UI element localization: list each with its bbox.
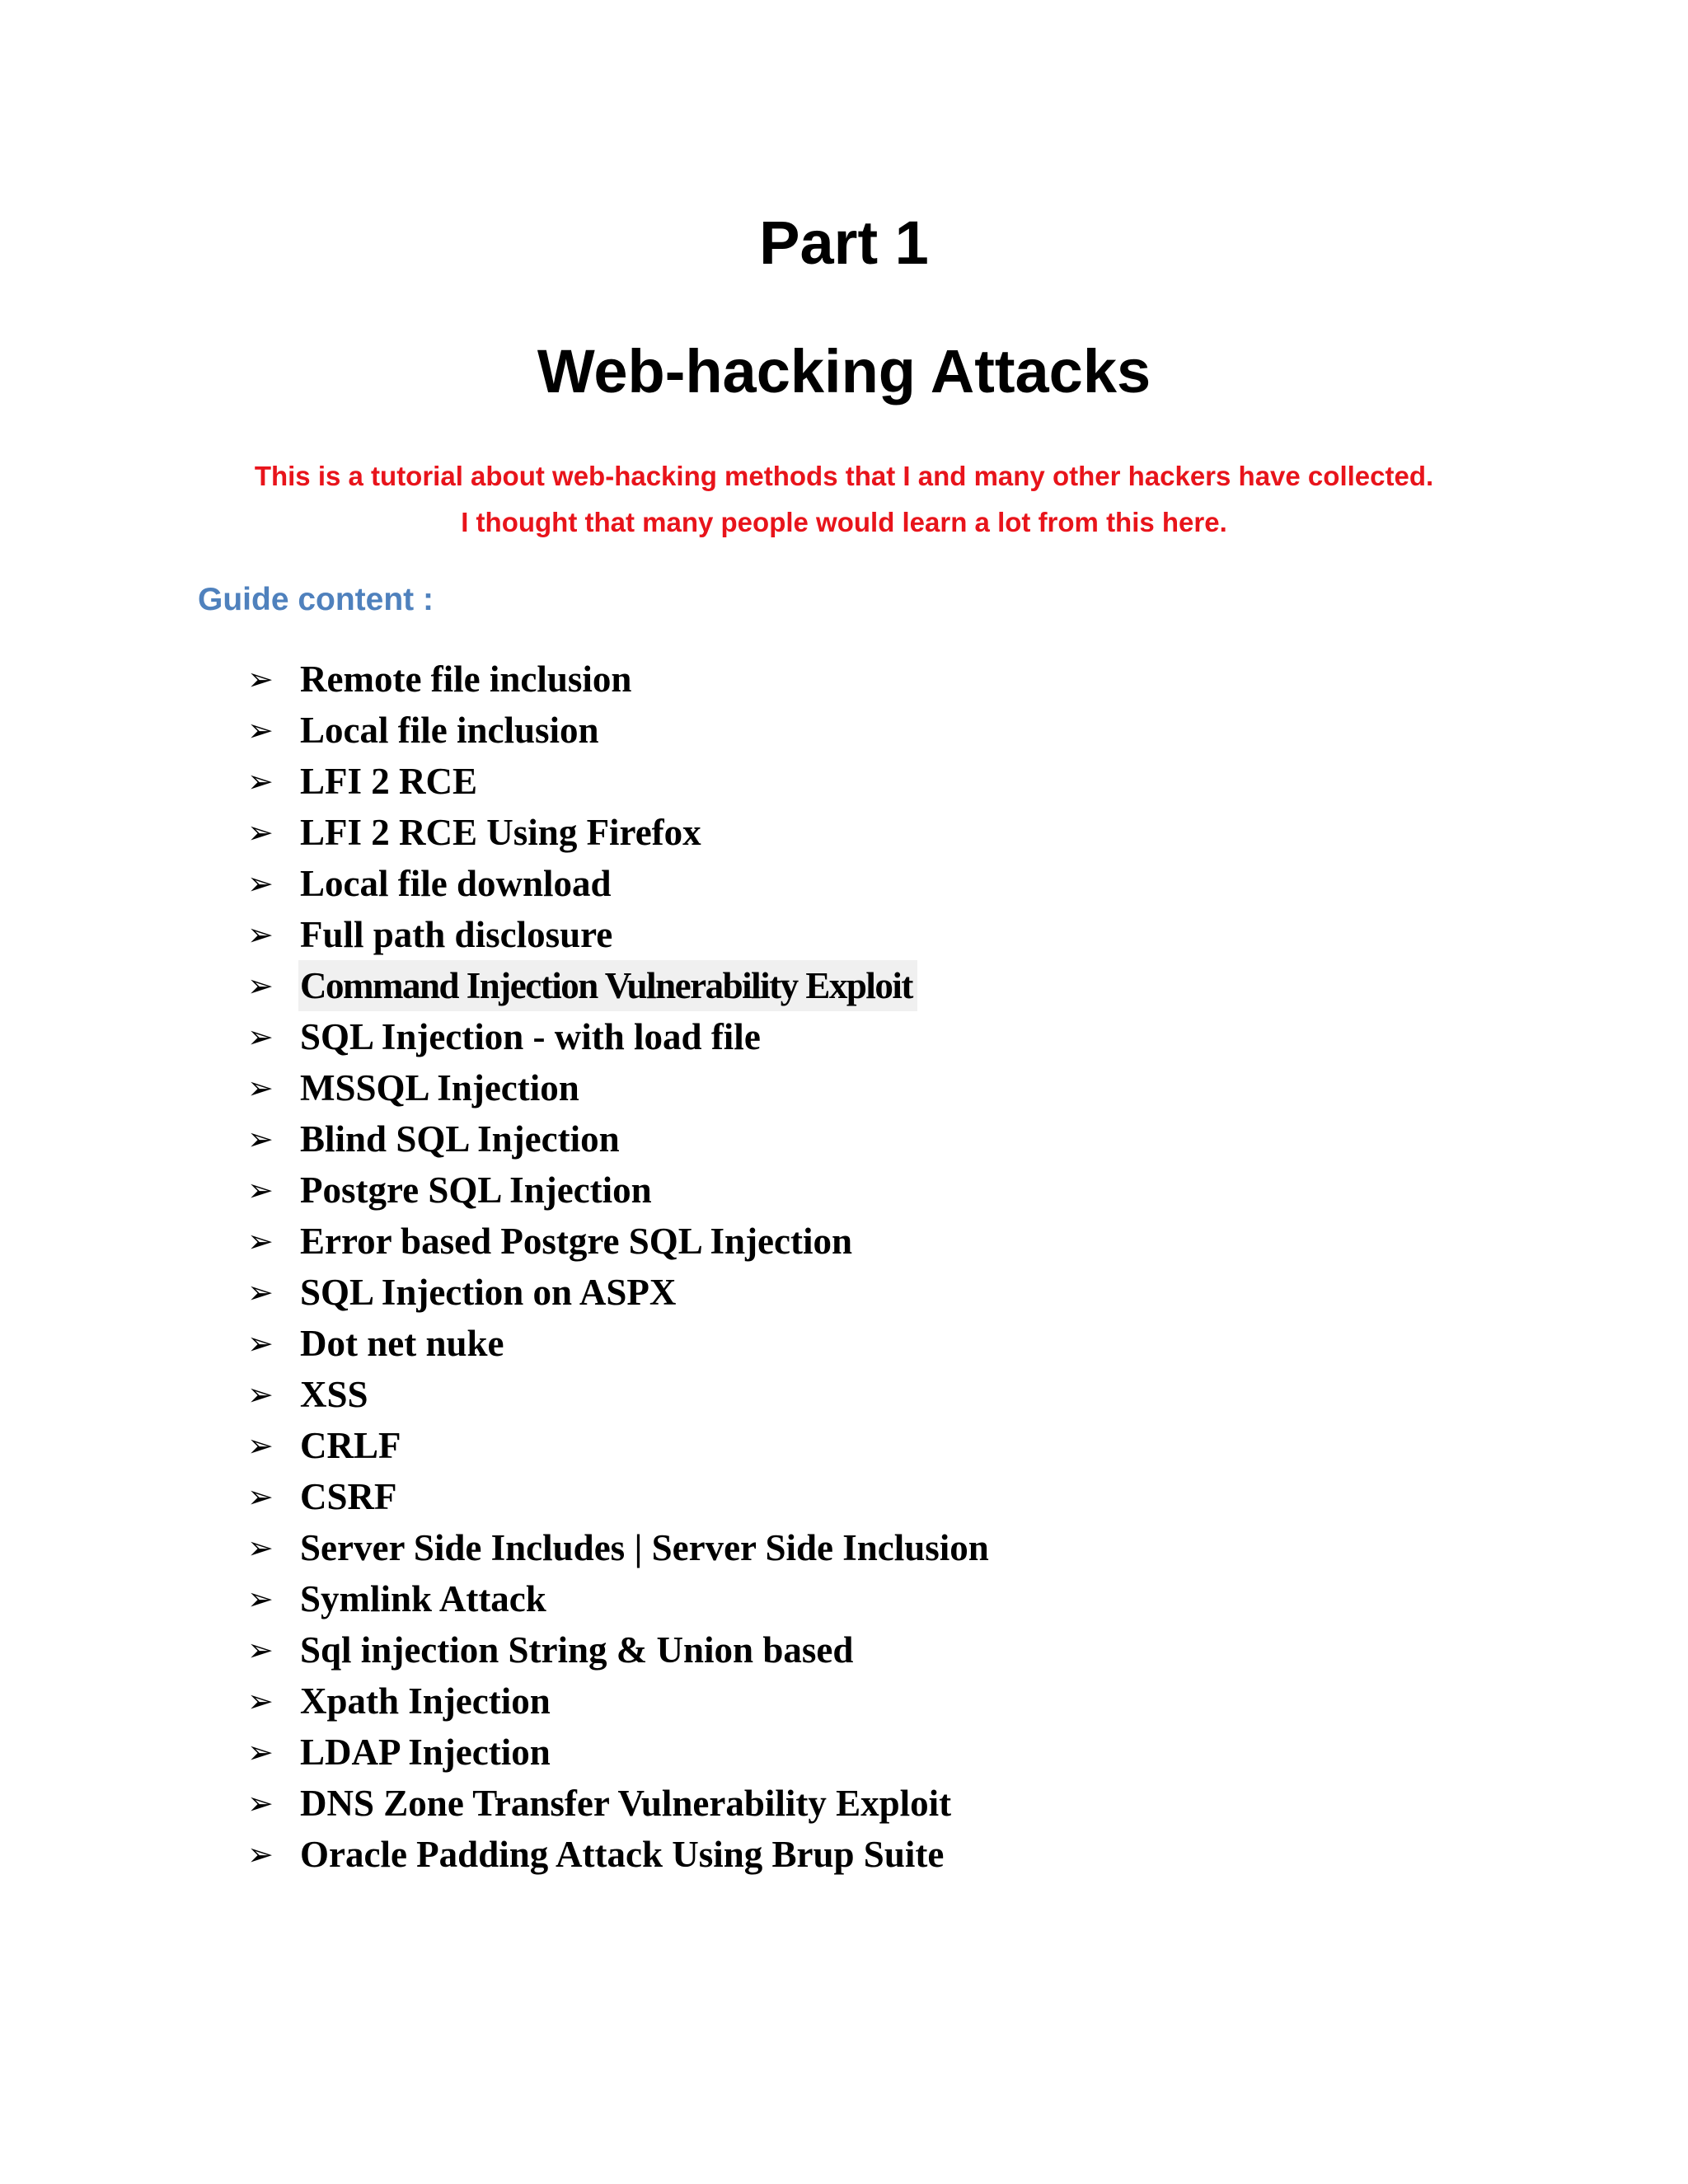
list-item [247, 1420, 994, 1471]
guide-content-heading: Guide content : [198, 582, 434, 617]
list-item [247, 705, 994, 756]
list-item [247, 1778, 994, 1829]
arrow-bullet-icon: ➢ [247, 1172, 274, 1208]
list-item-label: XSS [300, 1374, 368, 1415]
arrow-bullet-icon: ➢ [247, 1836, 274, 1872]
list-item-label: MSSQL Injection [300, 1067, 579, 1108]
list-item-label: Xpath Injection [300, 1680, 551, 1722]
list-item [247, 654, 994, 705]
list-item [247, 1216, 994, 1267]
list-item-label: Dot net nuke [300, 1323, 504, 1364]
list-item-label: SQL Injection - with load file [300, 1016, 761, 1057]
list-item-label: SQL Injection on ASPX [300, 1272, 677, 1313]
arrow-bullet-icon: ➢ [247, 1019, 274, 1055]
table-of-contents-list [247, 654, 994, 1880]
list-item [247, 1573, 994, 1624]
arrow-bullet-icon: ➢ [247, 1223, 274, 1259]
arrow-bullet-icon: ➢ [247, 1479, 274, 1515]
list-item-label: Local file inclusion [300, 710, 599, 751]
list-item-label: Postgre SQL Injection [300, 1169, 652, 1211]
list-item [247, 909, 994, 960]
list-item [247, 1267, 994, 1318]
arrow-bullet-icon: ➢ [247, 1734, 274, 1770]
intro-line-1: This is a tutorial about web-hacking methods that I and many other hackers have collected. [254, 461, 1434, 491]
list-item-label: Sql injection String & Union based [300, 1629, 854, 1671]
arrow-bullet-icon: ➢ [247, 814, 274, 851]
list-item-label: Server Side Includes | Server Side Inclusion [300, 1527, 989, 1568]
arrow-bullet-icon: ➢ [247, 1785, 274, 1821]
list-item [247, 1062, 994, 1113]
list-item [247, 807, 994, 858]
list-item [247, 1522, 994, 1573]
arrow-bullet-icon: ➢ [247, 865, 274, 902]
arrow-bullet-icon: ➢ [247, 763, 274, 799]
list-item [247, 1369, 994, 1420]
arrow-bullet-icon: ➢ [247, 1581, 274, 1617]
list-item-label: Symlink Attack [300, 1578, 546, 1619]
list-item [247, 756, 994, 807]
arrow-bullet-icon: ➢ [247, 1530, 274, 1566]
arrow-bullet-icon: ➢ [247, 661, 274, 697]
arrow-bullet-icon: ➢ [247, 1274, 274, 1310]
part-title: Part 1 [759, 209, 929, 277]
arrow-bullet-icon: ➢ [247, 968, 274, 1004]
intro-paragraph [0, 453, 1688, 546]
document-title: Web-hacking Attacks [537, 337, 1151, 405]
list-item [247, 1318, 994, 1369]
arrow-bullet-icon: ➢ [247, 1121, 274, 1157]
list-item-label: LDAP Injection [300, 1732, 551, 1773]
list-item [247, 1829, 994, 1880]
list-item [247, 960, 994, 1011]
arrow-bullet-icon: ➢ [247, 1427, 274, 1464]
list-item [247, 1727, 994, 1778]
list-item-label: Command Injection Vulnerability Exploit [298, 960, 917, 1011]
list-item [247, 1675, 994, 1727]
list-item [247, 1011, 994, 1062]
list-item-label: Remote file inclusion [300, 658, 632, 700]
list-item [247, 1624, 994, 1675]
list-item [247, 1471, 994, 1522]
list-item [247, 1113, 994, 1165]
arrow-bullet-icon: ➢ [247, 1632, 274, 1668]
list-item-label: LFI 2 RCE [300, 761, 478, 802]
list-item-label: Error based Postgre SQL Injection [300, 1221, 853, 1262]
arrow-bullet-icon: ➢ [247, 1376, 274, 1413]
list-item-label: DNS Zone Transfer Vulnerability Exploit [300, 1783, 952, 1824]
arrow-bullet-icon: ➢ [247, 1325, 274, 1361]
list-item-label: Blind SQL Injection [300, 1118, 620, 1160]
list-item-label: Oracle Padding Attack Using Brup Suite [300, 1834, 945, 1875]
intro-line-2: I thought that many people would learn a lot from this here. [461, 507, 1227, 537]
list-item [247, 1165, 994, 1216]
arrow-bullet-icon: ➢ [247, 712, 274, 748]
list-item-label: CSRF [300, 1476, 397, 1517]
list-item-label: LFI 2 RCE Using Firefox [300, 812, 701, 853]
list-item-label: Local file download [300, 863, 612, 904]
arrow-bullet-icon: ➢ [247, 916, 274, 953]
arrow-bullet-icon: ➢ [247, 1683, 274, 1719]
list-item-label: Full path disclosure [300, 914, 613, 955]
arrow-bullet-icon: ➢ [247, 1070, 274, 1106]
list-item-label: CRLF [300, 1425, 401, 1466]
list-item [247, 858, 994, 909]
